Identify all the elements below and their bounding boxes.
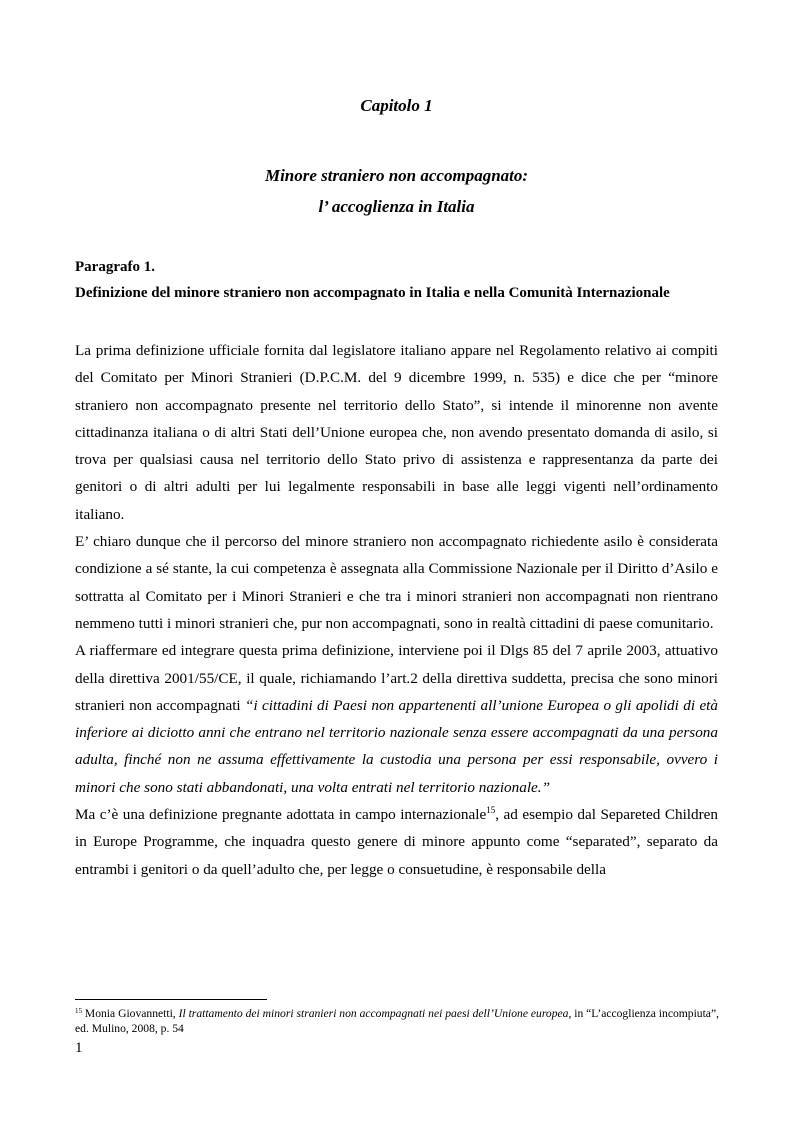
- paragraph-4-text-start: Ma c’è una definizione pregnante adottata in campo internazionale: [75, 806, 487, 824]
- paragraph-3: [75, 637, 718, 801]
- paragraph-4-text-end: , ad esempio dal Separeted Children in Europe Programme, che inquadra questo genere di minore appunto come “separated”, separato da entrambi i genitori o da quell’adulto che, per legge o consuetudine, è responsabile della: [75, 806, 718, 878]
- chapter-subtitle-line-1: Minore straniero non accompagnato:: [264, 166, 529, 185]
- section-label: Paragrafo 1.: [75, 259, 155, 275]
- footnote-source: , in “L’accoglienza incompiuta”, ed. Mulino, 2008, p. 54: [75, 1007, 720, 1035]
- footnote: [75, 1006, 720, 1036]
- paragraph-4: [75, 801, 718, 883]
- paragraph-3-text: A riaffermare ed integrare questa prima definizione, interviene poi il Dlgs 85 del 7 aprile 2003, attuativo della direttiva 2001/55/CE, il quale, richiamando l’art.2 della direttiva suddetta, precisa che sono minori stranieri non accompagnati: [75, 642, 718, 714]
- footnote-reference[interactable]: 15: [486, 805, 496, 816]
- section-heading: Definizione del minore straniero non accompagnato in Italia e nella Comunità Internazionale: [75, 285, 670, 301]
- body-text: [75, 337, 718, 883]
- legal-definition-quote: “i cittadini di Paesi non appartenenti all’unione Europea o gli apolidi di età inferiore ai diciotto anni che entrano nel territorio nazionale senza essere accompagnati da una persona adulta, finché non ne assuma effettivamente la custodia una persona per essi responsabile, ovvero i minori che sono stati abbandonati, una volta entrati nel territorio nazionale.”: [75, 696, 718, 796]
- paragraph-1: La prima definizione ufficiale fornita dal legislatore italiano appare nel Regolamento relativo ai compiti del Comitato per Minori Stranieri (D.P.C.M. del 9 dicembre 1999, n. 535) e dice che per “minore straniero non accompagnato presente nel territorio dello Stato”, si intende il minorenne non avente cittadinanza italiana o di altri Stati dell’Unione europea che, non avendo presentato domanda di asilo, si trova per qualsiasi causa nel territorio dello Stato privo di assistenza e rappresentanza da parte dei genitori o di altri adulti per lui legalmente responsabili in base alle leggi vigenti nell’ordinamento italiano.: [75, 342, 718, 523]
- chapter-subtitle: [0, 160, 793, 222]
- footnote-separator: [75, 999, 267, 1000]
- footnote-author: Monia Giovannetti,: [82, 1007, 179, 1020]
- footnote-work-title: Il trattamento dei minori stranieri non accompagnati nei paesi dell’Unione europea: [178, 1007, 569, 1020]
- chapter-subtitle-line-2: l’ accoglienza in Italia: [318, 197, 475, 216]
- chapter-title: Capitolo 1: [360, 96, 433, 115]
- footnote-number: 15: [75, 1007, 82, 1015]
- page-number: 1: [75, 1040, 83, 1056]
- paragraph-2: E’ chiaro dunque che il percorso del minore straniero non accompagnato richiedente asilo è considerata condizione a sé stante, la cui competenza è assegnata alla Commissione Nazionale per il Diritto d’Asilo e sottratta al Comitato per i Minori Stranieri e che tra i minori stranieri non accompagnati non rientrano nemmeno tutti i minori stranieri che, pur non accompagnati, sono in realtà cittadini di paese comunitario.: [75, 533, 718, 632]
